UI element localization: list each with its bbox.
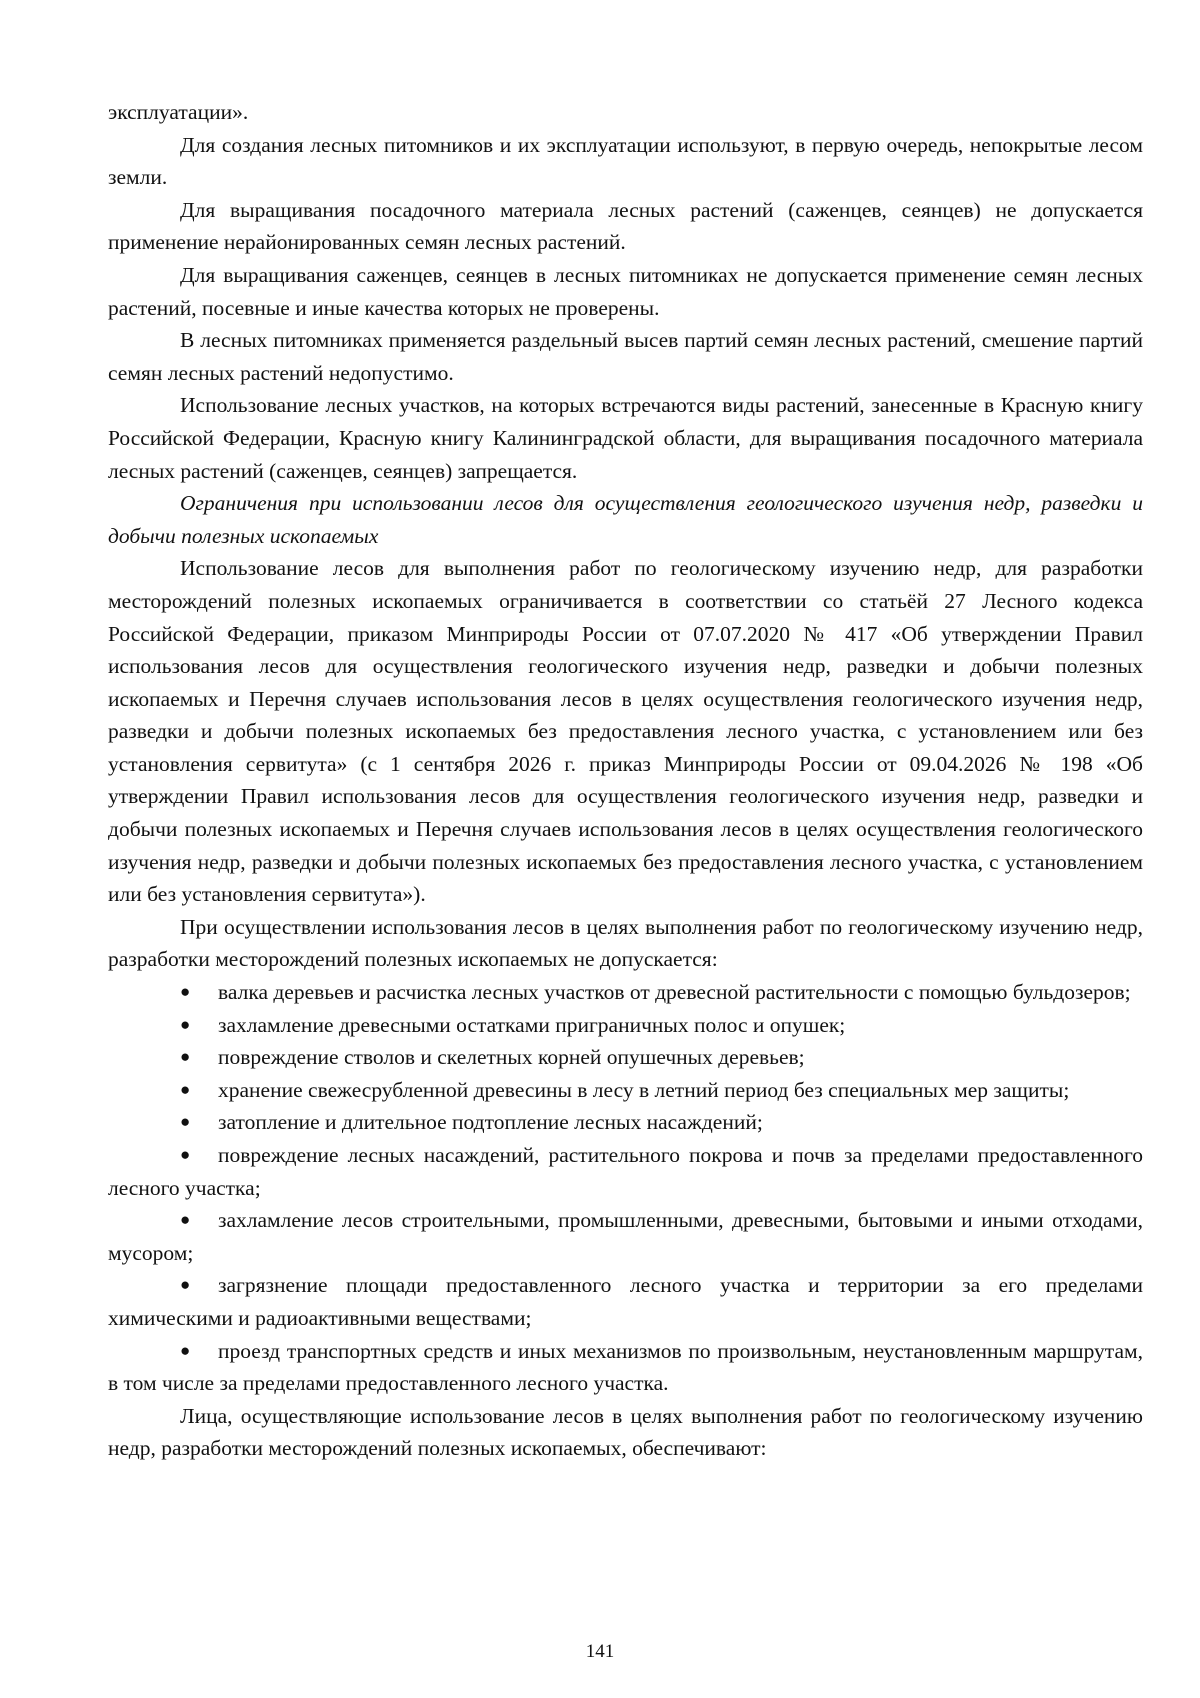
bullet-icon: ● xyxy=(180,1079,191,1099)
list-item-text: затопление и длительное подтопление лесных насаждений; xyxy=(218,1110,763,1135)
list-item xyxy=(108,1139,1143,1204)
list-item-text: хранение свежесрубленной древесины в лесу в летний период без специальных мер защиты; xyxy=(218,1077,1070,1102)
paragraph: Для выращивания саженцев, сеянцев в лесных питомниках не допускается применение семян лесных растений, посевные и иные качества которых не проверены. xyxy=(108,262,1143,320)
bullet-icon: ● xyxy=(180,1210,191,1230)
bullet-icon: ● xyxy=(180,1112,191,1132)
paragraph: Использование лесных участков, на которых встречаются виды растений, занесенные в Красную книгу Российской Федерации, Красную книгу Калининградской области, для выращивания посадочного материала лесных растений (саженцев, сеянцев) запрещается. xyxy=(108,393,1143,483)
paragraph: Использование лесов для выполнения работ по геологическому изучению недр, для разработки месторождений полезных ископаемых ограничивается в соответствии со статьёй 27 Лесного кодекса Российской Федерации, приказом Минприроды России от 07.07.2020 № 417 «Об утверждении Правил использования лесов для осуществления геологического изучения недр, разведки и добычи полезных ископаемых и Перечня случаев использования лесов в целях осуществления геологического изучения недр, разведки и добычи полезных ископаемых без предоставления лесного участка, с установлением или без установления сервитута» (с 1 сентября 2026 г. приказ Минприроды России от 09.04.2026 № 198 «Об утверждении Правил использования лесов для осуществления геологического изучения недр, разведки и добычи полезных ископаемых и Перечня случаев использования лесов в целях осуществления геологического изучения недр, разведки и добычи полезных ископаемых без предоставления лесного участка, с установлением или без установления сервитута»). xyxy=(108,556,1143,907)
bullet-icon: ● xyxy=(180,1047,191,1067)
document-body xyxy=(108,96,1143,1465)
bullet-icon: ● xyxy=(180,982,191,1002)
list-item xyxy=(108,1335,1143,1400)
list-item xyxy=(108,1009,1143,1042)
list-item xyxy=(108,1269,1143,1334)
bullet-icon: ● xyxy=(180,1275,191,1295)
list-item xyxy=(108,1074,1143,1107)
lead-fragment: эксплуатации». xyxy=(108,100,249,124)
paragraph: В лесных питомниках применяется раздельный высев партий семян лесных растений, смешение партий семян лесных растений недопустимо. xyxy=(108,328,1143,385)
paragraph: Для создания лесных питомников и их эксплуатации используют, в первую очередь, непокрытые лесом земли. xyxy=(108,132,1143,190)
bullet-icon: ● xyxy=(180,1340,191,1360)
list-item xyxy=(108,1204,1143,1269)
list-item-text: захламление лесов строительными, промышленными, древесными, бытовыми и иными отходами, мусором; xyxy=(108,1208,1143,1265)
section-heading: Ограничения при использовании лесов для осуществления геологического изучения недр, разведки и добычи полезных ископаемых xyxy=(108,491,1143,548)
bullet-list xyxy=(108,976,1143,1400)
list-item-text: валка деревьев и расчистка лесных участков от древесной растительности с помощью бульдозеров; xyxy=(218,980,1131,1005)
list-item xyxy=(108,976,1143,1009)
list-item-text: повреждение стволов и скелетных корней опушечных деревьев; xyxy=(218,1045,805,1070)
list-item xyxy=(108,1041,1143,1074)
paragraph: Для выращивания посадочного материала лесных растений (саженцев, сеянцев) не допускается применение нерайонированных семян лесных растений. xyxy=(108,197,1143,255)
closing-paragraph: Лица, осуществляющие использование лесов в целях выполнения работ по геологическому изучению недр, разработки месторождений полезных ископаемых, обеспечивают: xyxy=(108,1403,1143,1461)
list-item-text: проезд транспортных средств и иных механизмов по произвольным, неустановленным маршрутам, в том числе за пределами предоставленного лесного участка. xyxy=(108,1338,1143,1396)
list-item xyxy=(108,1106,1143,1139)
list-item-text: повреждение лесных насаждений, растительного покрова и почв за пределами предоставленного лесного участка; xyxy=(108,1143,1143,1200)
bullet-icon: ● xyxy=(180,1014,191,1034)
list-item-text: захламление древесными остатками приграничных полос и опушек; xyxy=(218,1012,846,1037)
page-number: 141 xyxy=(585,1641,615,1662)
list-item-text: загрязнение площади предоставленного лесного участка и территории за его пределами химическими и радиоактивными веществами; xyxy=(108,1273,1143,1330)
bullet-icon: ● xyxy=(180,1145,191,1164)
paragraph: При осуществлении использования лесов в целях выполнения работ по геологическому изучению недр, разработки месторождений полезных ископаемых не допускается: xyxy=(108,914,1143,972)
